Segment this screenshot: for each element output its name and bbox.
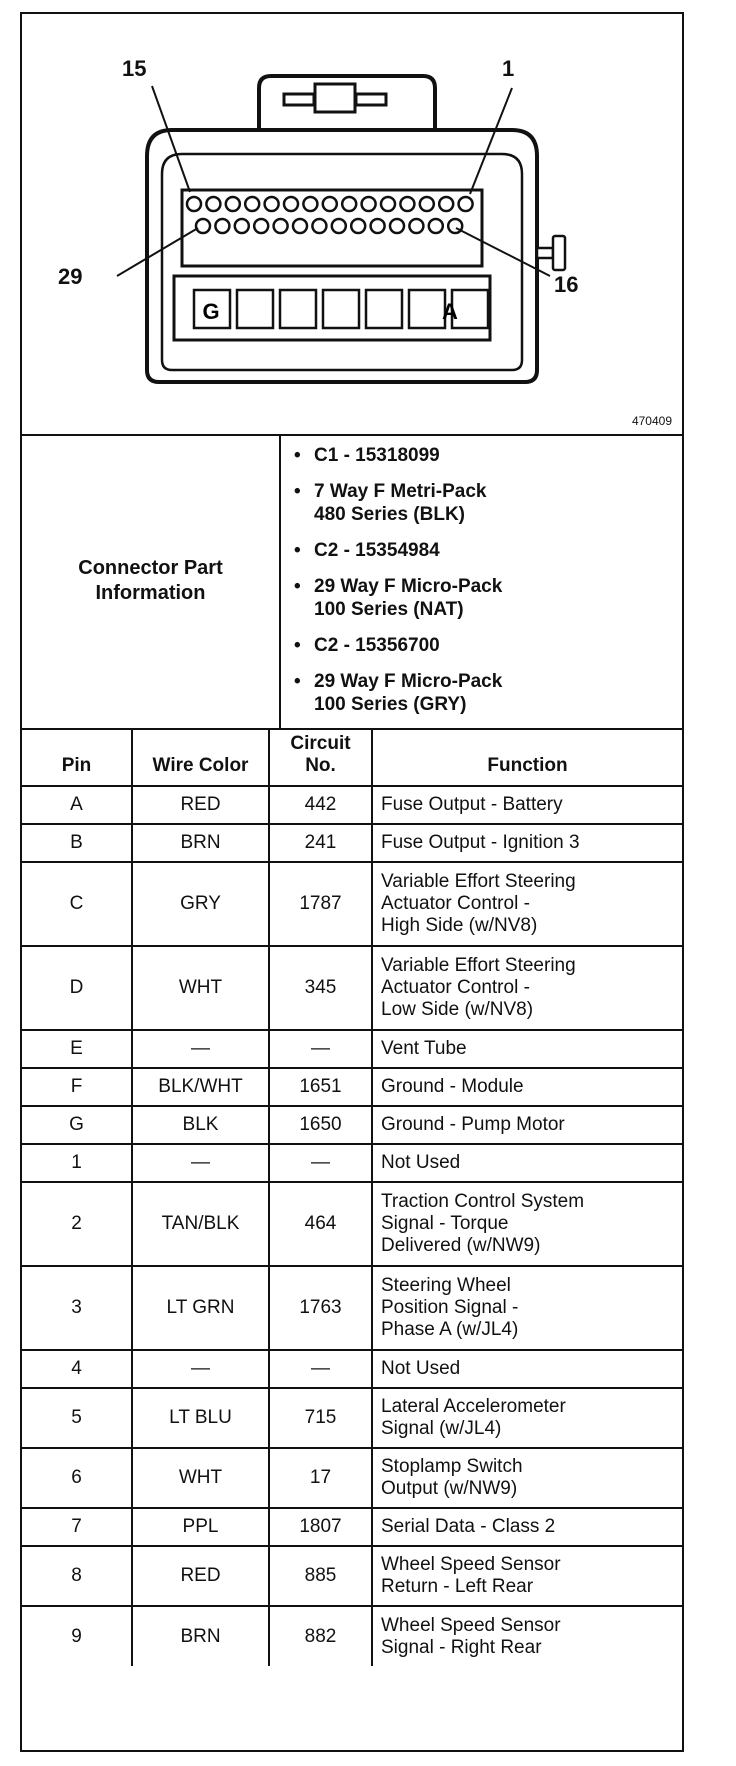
pin-hole — [429, 219, 443, 233]
pin-hole — [409, 219, 423, 233]
pin-hole — [390, 219, 404, 233]
pin-hole — [439, 197, 453, 211]
pin-hole — [332, 219, 346, 233]
table-row — [22, 824, 682, 862]
header-function: Function — [372, 728, 682, 786]
pin-hole — [293, 219, 307, 233]
wire-color-cell: BRN — [132, 824, 269, 862]
function-cell: Ground - Pump Motor — [372, 1106, 682, 1144]
circuit-no-cell: 442 — [269, 786, 372, 824]
table-row — [22, 1106, 682, 1144]
connector-housing — [147, 130, 537, 382]
pin-cell: 7 — [22, 1508, 132, 1546]
pin-cell: F — [22, 1068, 132, 1106]
pin-cell: 6 — [22, 1448, 132, 1508]
pin-hole — [196, 219, 210, 233]
table-row — [22, 1448, 682, 1508]
pin-hole — [303, 197, 317, 211]
header-wire-color: Wire Color — [132, 728, 269, 786]
pin-cell: C — [22, 862, 132, 946]
function-cell: Vent Tube — [372, 1030, 682, 1068]
table-header-row — [22, 728, 682, 786]
figure-id: 470409 — [631, 414, 672, 428]
function-cell: Variable Effort Steering Actuator Control - Low Side (w/NV8) — [372, 946, 682, 1030]
side-knob — [553, 236, 565, 270]
pin-cell: 5 — [22, 1388, 132, 1448]
cavity-label-a: A — [442, 299, 458, 324]
function-cell: Ground - Module — [372, 1068, 682, 1106]
header-circuit-line1: Circuit — [290, 733, 351, 754]
pin-label-1: 1 — [502, 56, 515, 81]
wire-color-cell: TAN/BLK — [132, 1182, 269, 1266]
connector-part-info — [22, 434, 682, 730]
part-item: • C1 - 15318099 — [294, 444, 674, 467]
table-row — [22, 1508, 682, 1546]
leader-line-15 — [152, 86, 190, 192]
pin-cell: 4 — [22, 1350, 132, 1388]
function-cell: Traction Control System Signal - Torque Delivered (w/NW9) — [372, 1182, 682, 1266]
wire-color-cell: PPL — [132, 1508, 269, 1546]
pin-hole — [274, 219, 288, 233]
function-cell: Fuse Output - Battery — [372, 786, 682, 824]
function-cell: Not Used — [372, 1350, 682, 1388]
circuit-no-cell: — — [269, 1144, 372, 1182]
pin-cell: A — [22, 786, 132, 824]
pin-cell: 1 — [22, 1144, 132, 1182]
circuit-no-cell: 885 — [269, 1546, 372, 1606]
circuit-no-cell: 882 — [269, 1606, 372, 1666]
pin-hole — [284, 197, 298, 211]
pin-label-16: 16 — [554, 272, 579, 297]
circuit-no-cell: 1807 — [269, 1508, 372, 1546]
info-label-line1: Connector Part — [78, 557, 223, 579]
function-cell: Wheel Speed Sensor Signal - Right Rear — [372, 1606, 682, 1666]
table-row — [22, 1144, 682, 1182]
table-row — [22, 1606, 682, 1666]
latch-slot-left — [284, 94, 314, 105]
cavity-slot — [323, 290, 359, 328]
pin-hole — [342, 197, 356, 211]
circuit-no-cell: 464 — [269, 1182, 372, 1266]
connector-part-info-label — [22, 434, 281, 728]
pin-hole — [226, 197, 240, 211]
function-cell: Wheel Speed Sensor Return - Left Rear — [372, 1546, 682, 1606]
circuit-no-cell: — — [269, 1350, 372, 1388]
function-cell: Stoplamp Switch Output (w/NW9) — [372, 1448, 682, 1508]
table-row — [22, 1266, 682, 1350]
pin-cell: B — [22, 824, 132, 862]
circuit-no-cell: 1650 — [269, 1106, 372, 1144]
wire-color-cell: LT GRN — [132, 1266, 269, 1350]
pinout-table — [22, 728, 682, 1666]
housing-inner-edge — [162, 154, 522, 370]
wire-color-cell: RED — [132, 786, 269, 824]
wire-color-cell: BLK/WHT — [132, 1068, 269, 1106]
table-row — [22, 1388, 682, 1448]
cavity-slot — [237, 290, 273, 328]
table-row — [22, 1068, 682, 1106]
pin-row-bottom — [196, 219, 462, 233]
table-row — [22, 1030, 682, 1068]
circuit-no-cell: 241 — [269, 824, 372, 862]
function-cell: Serial Data - Class 2 — [372, 1508, 682, 1546]
pin-hole — [245, 197, 259, 211]
pin-cell: E — [22, 1030, 132, 1068]
pin-cell: 3 — [22, 1266, 132, 1350]
circuit-no-cell: — — [269, 1030, 372, 1068]
cavity-slot — [280, 290, 316, 328]
cavity-label-g: G — [202, 299, 220, 324]
circuit-no-cell: 715 — [269, 1388, 372, 1448]
part-item: • 7 Way F Metri-Pack 480 Series (BLK) — [294, 480, 674, 526]
pin-cell: 8 — [22, 1546, 132, 1606]
circuit-no-cell: 1763 — [269, 1266, 372, 1350]
wire-color-cell: BLK — [132, 1106, 269, 1144]
pin-label-15: 15 — [122, 56, 147, 81]
function-cell: Lateral Accelerometer Signal (w/JL4) — [372, 1388, 682, 1448]
connector-illustration — [22, 14, 682, 434]
pin-hole — [254, 219, 268, 233]
leader-line-1 — [470, 88, 512, 194]
pin-hole — [235, 219, 249, 233]
cavity-slot — [366, 290, 402, 328]
wire-color-cell: — — [132, 1144, 269, 1182]
wire-color-cell: WHT — [132, 946, 269, 1030]
pin-hole — [371, 219, 385, 233]
pin-label-29: 29 — [58, 264, 83, 289]
connector-diagram — [22, 14, 682, 436]
circuit-no-cell: 1651 — [269, 1068, 372, 1106]
circuit-no-cell: 17 — [269, 1448, 372, 1508]
pin-cell: 9 — [22, 1606, 132, 1666]
side-knob-stem — [537, 248, 553, 258]
pin-hole — [400, 197, 414, 211]
pin-cell: G — [22, 1106, 132, 1144]
info-label-line2: Information — [95, 582, 206, 604]
pin-hole — [362, 197, 376, 211]
part-item: • C2 - 15356700 — [294, 634, 674, 657]
pin-hole — [323, 197, 337, 211]
circuit-no-cell: 345 — [269, 946, 372, 1030]
pin-cell: 2 — [22, 1182, 132, 1266]
connector-sheet — [20, 12, 684, 1752]
connector-part-list — [294, 444, 674, 729]
pin-hole — [351, 219, 365, 233]
function-cell: Variable Effort Steering Actuator Control - High Side (w/NV8) — [372, 862, 682, 946]
pinout-table-body — [22, 786, 682, 1666]
table-row — [22, 1182, 682, 1266]
pin-hole — [312, 219, 326, 233]
pin-hole — [265, 197, 279, 211]
pin-hole — [459, 197, 473, 211]
wire-color-cell: WHT — [132, 1448, 269, 1508]
pin-cell: D — [22, 946, 132, 1030]
cavity-slot — [409, 290, 445, 328]
function-cell: Not Used — [372, 1144, 682, 1182]
header-circuit-no — [269, 728, 372, 786]
function-cell: Fuse Output - Ignition 3 — [372, 824, 682, 862]
table-row — [22, 1546, 682, 1606]
part-item: • 29 Way F Micro-Pack 100 Series (GRY) — [294, 670, 674, 716]
pin-hole — [187, 197, 201, 211]
latch-slot-right — [356, 94, 386, 105]
pin-row-top — [187, 197, 473, 211]
circuit-no-cell: 1787 — [269, 862, 372, 946]
wire-color-cell: LT BLU — [132, 1388, 269, 1448]
wire-color-cell: BRN — [132, 1606, 269, 1666]
header-pin: Pin — [22, 728, 132, 786]
wire-color-cell: RED — [132, 1546, 269, 1606]
table-row — [22, 1350, 682, 1388]
pin-hole — [215, 219, 229, 233]
function-cell: Steering Wheel Position Signal - Phase A (w/JL4) — [372, 1266, 682, 1350]
wire-color-cell: — — [132, 1030, 269, 1068]
pin-hole — [206, 197, 220, 211]
table-row — [22, 946, 682, 1030]
wire-color-cell: GRY — [132, 862, 269, 946]
table-row — [22, 786, 682, 824]
wire-color-cell: — — [132, 1350, 269, 1388]
table-row — [22, 862, 682, 946]
header-circuit-line2: No. — [305, 755, 336, 776]
part-item: • 29 Way F Micro-Pack 100 Series (NAT) — [294, 575, 674, 621]
pin-hole — [381, 197, 395, 211]
pin-hole — [420, 197, 434, 211]
part-item: • C2 - 15354984 — [294, 539, 674, 562]
leader-line-29 — [117, 228, 198, 276]
latch-tab — [315, 84, 355, 112]
